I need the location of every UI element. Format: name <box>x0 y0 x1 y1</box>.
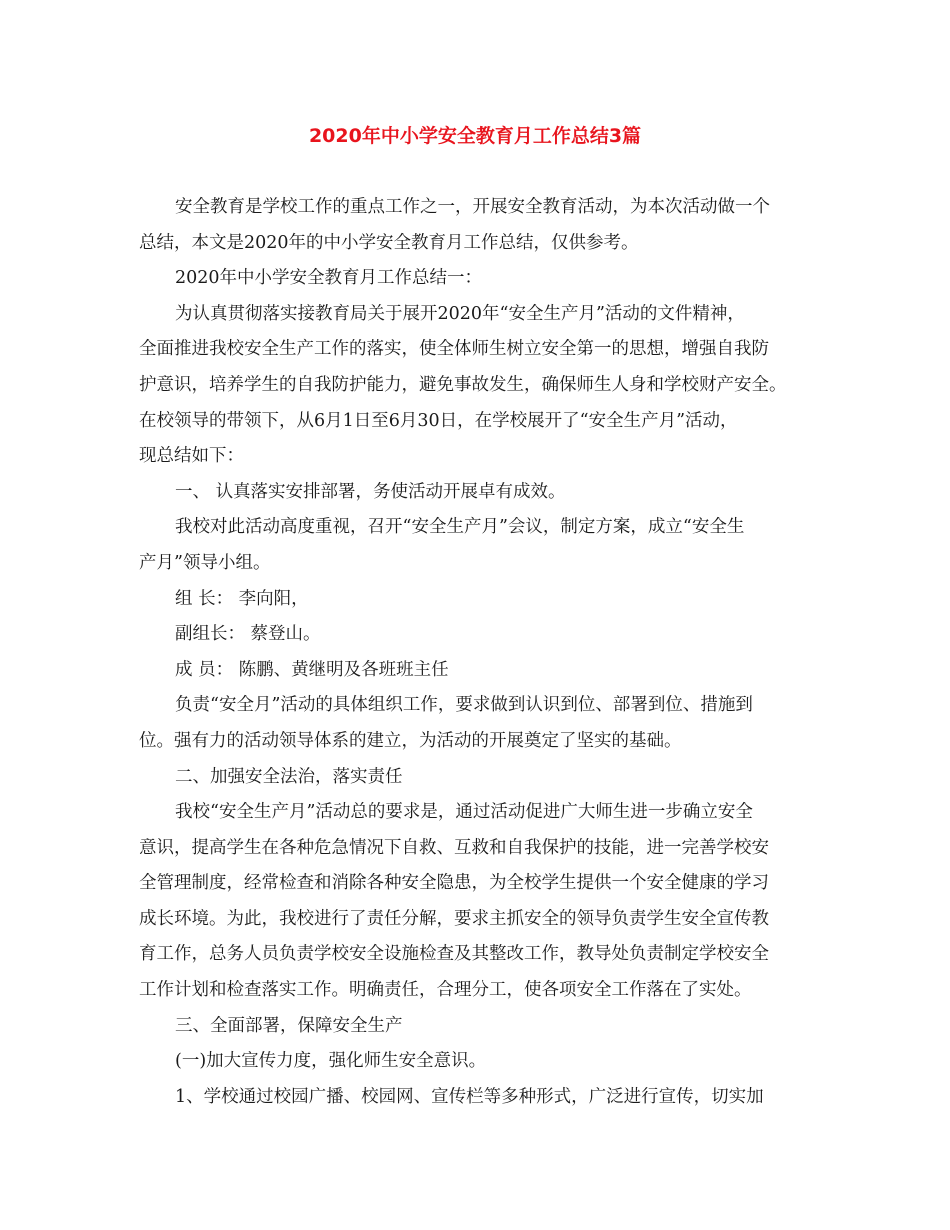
document-body <box>139 190 819 1115</box>
text-line: 三、全面部署，保障安全生产 <box>175 1015 403 1036</box>
text-line: 育工作，总务人员负责学校安全设施检查及其整改工作，教导处负责制定学校安全 <box>139 944 769 965</box>
text-line: 全面推进我校安全生产工作的落实，使全体师生树立安全第一的思想，增强自我防 <box>139 339 769 360</box>
document-title: 2020年中小学安全教育月工作总结3篇 <box>308 125 642 147</box>
text-line: 组 长： 李向阳， <box>175 588 309 609</box>
text-line: 副组长： 蔡登山。 <box>175 624 321 645</box>
text-line: 一、 认真落实安排部署，务使活动开展卓有成效。 <box>175 481 566 502</box>
text-line: 总结，本文是2020年的中小学安全教育月工作总结，仅供参考。 <box>139 232 639 253</box>
text-line: 工作计划和检查落实工作。明确责任，合理分工，使各项安全工作落在了实处。 <box>139 980 752 1001</box>
text-line: 二、加强安全法治，落实责任 <box>175 766 403 787</box>
text-line: 我校“安全生产月”活动总的要求是，通过活动促进广大师生进一步确立安全 <box>175 802 753 823</box>
text-line: 安全教育是学校工作的重点工作之一，开展安全教育活动，为本次活动做一个 <box>175 197 770 217</box>
text-line: 成 员： 陈鹏、黄继明及各班班主任 <box>175 659 449 680</box>
text-line: (一)加大宣传力度，强化师生安全意识。 <box>175 1051 487 1072</box>
text-line: 成长环境。为此，我校进行了责任分解，要求主抓安全的领导负责学生安全宣传教 <box>139 908 769 929</box>
text-line: 产月”领导小组。 <box>139 552 271 573</box>
text-line: 全管理制度，经常检查和消除各种安全隐患，为全校学生提供一个安全健康的学习 <box>139 873 769 894</box>
text-line: 1、学校通过校园广播、校园网、宣传栏等多种形式，广泛进行宣传，切实加 <box>175 1086 764 1107</box>
text-line: 为认真贯彻落实接教育局关于展开2020年“安全生产月”活动的文件精神， <box>175 303 745 324</box>
text-line: 2020年中小学安全教育月工作总结一： <box>175 268 483 289</box>
text-line: 位。强有力的活动领导体系的建立，为活动的开展奠定了坚实的基础。 <box>139 730 682 751</box>
text-line: 护意识，培养学生的自我防护能力，避免事故发生，确保师生人身和学校财产安全。 <box>139 374 787 395</box>
text-line: 意识，提高学生在各种危急情况下自救、互救和自我保护的技能，进一完善学校安 <box>139 837 769 858</box>
text-line: 在校领导的带领下，从6月1日至6月30日，在学校展开了“安全生产月”活动， <box>139 410 738 431</box>
text-line: 负责“安全月”活动的具体组织工作，要求做到认识到位、部署到位、措施到 <box>175 695 753 716</box>
text-line: 现总结如下： <box>139 446 244 467</box>
text-line: 我校对此活动高度重视，召开“安全生产月”会议，制定方案，成立“安全生 <box>175 517 745 538</box>
